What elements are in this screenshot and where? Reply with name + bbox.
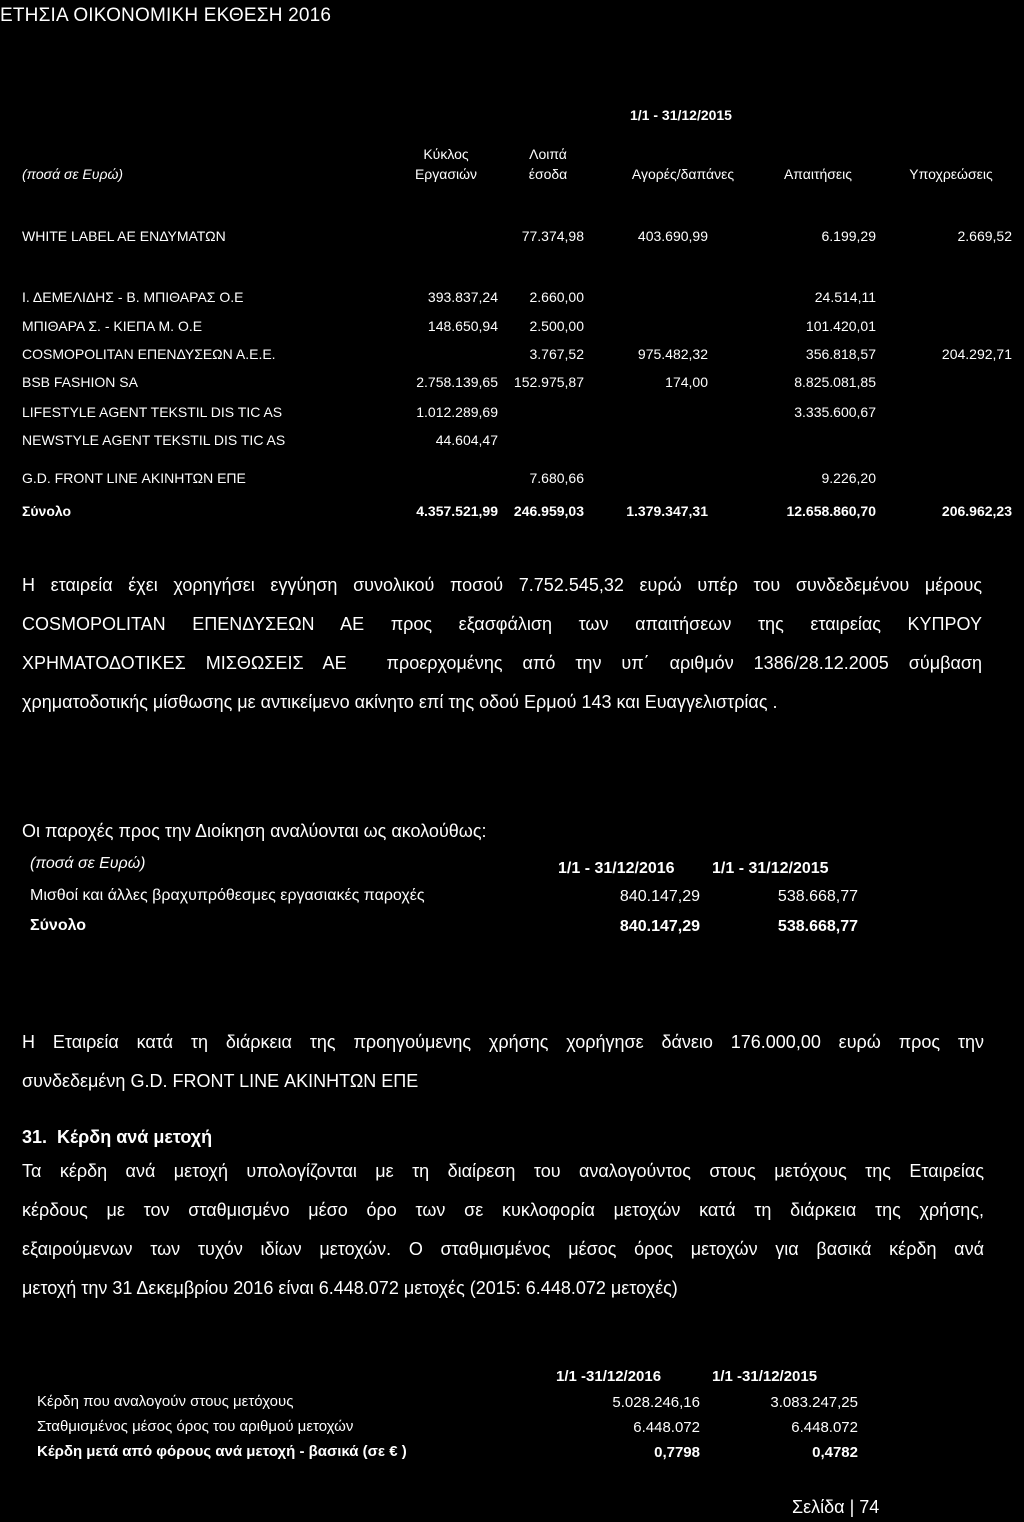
table1-cell: 3.335.600,67 (794, 404, 876, 420)
table1-cell: 393.837,24 (427, 289, 498, 305)
col-header-turnover: Κύκλος Εργασιών (414, 146, 478, 182)
table1-cell: 8.825.081,85 (794, 374, 876, 390)
eps-row-shares-label: Σταθμισμένος μέσος όρος του αριθμού μετοχών (37, 1418, 354, 1435)
table1-unit-label: (ποσά σε Ευρώ) (22, 166, 124, 182)
col-header-other-income: Λοιπά έσοδα (528, 146, 568, 182)
eps-text-line-3: εξαιρούμενων των τυχόν ιδίων μετοχών. Ο σταθμισμένος μέσος όρος μετοχών για βασικά κέρδη ανά (22, 1239, 984, 1259)
mgmt-unit-label: (ποσά σε Ευρώ) (30, 855, 146, 872)
table1-row-name: COSMOPOLITAN ΕΠΕΝΔΥΣΕΩΝ Α.Ε.Ε. (22, 346, 276, 362)
loan-line-2: συνδεδεμένη G.D. FRONT LINE ΑΚΙΝΗΤΩΝ ΕΠΕ (22, 1071, 419, 1091)
eps-row-basic-2016: 0,7798 (654, 1444, 700, 1461)
guarantee-line-2: COSMOPOLITAN ΕΠΕΝΔΥΣΕΩΝ ΑΕ προς εξασφάλιση των απαιτήσεων της εταιρείας ΚΥΠΡΟΥ (22, 614, 982, 634)
eps-row-shares-2016: 6.448.072 (633, 1419, 700, 1436)
eps-row-profit-label: Κέρδη που αναλογούν στους μετόχους (37, 1393, 294, 1410)
eps-row-profit-2016: 5.028.246,16 (612, 1394, 700, 1411)
guarantee-line-1: Η εταιρεία έχει χορηγήσει εγγύηση συνολικού ποσού 7.752.545,32 ευρώ υπέρ του συνδεδεμένου μέρους (22, 575, 982, 595)
mgmt-col-2016: 1/1 - 31/12/2016 (558, 860, 675, 877)
table1-cell: 356.818,57 (805, 346, 876, 362)
table1-cell: 1.012.289,69 (416, 404, 498, 420)
table1-row-name: ΜΠΙΘΑΡΑ Σ. - ΚΙΕΠΑ Μ. Ο.Ε (22, 318, 203, 334)
mgmt-row-2015: 538.668,77 (777, 888, 858, 905)
table1-cell: 2.669,52 (957, 228, 1012, 244)
table1-row-name: BSB FASHION SA (22, 374, 138, 390)
col-header-purchases: Αγορές/δαπάνες (631, 166, 735, 182)
table1-cell: 152.975,87 (513, 374, 584, 390)
guarantee-line-4: χρηματοδοτικής μίσθωσης με αντικείμενο ακίνητο επί της οδού Ερμού 143 και Ευαγγελιστρίας . (22, 692, 778, 712)
mgmt-total-2016: 840.147,29 (619, 918, 700, 935)
page-number: Σελίδα | 74 (792, 1497, 880, 1517)
eps-row-profit-2015: 3.083.247,25 (770, 1394, 858, 1411)
mgmt-col-2015: 1/1 - 31/12/2015 (712, 860, 829, 877)
section-31-heading: 31. Κέρδη ανά μετοχή (22, 1127, 213, 1147)
mgmt-intro: Οι παροχές προς την Διοίκηση αναλύονται ως ακολούθως: (22, 821, 487, 841)
table1-cell: 204.292,71 (941, 346, 1012, 362)
table1-total-cell: 246.959,03 (513, 503, 584, 519)
table1-row-name: G.D. FRONT LINE ΑΚΙΝΗΤΩΝ ΕΠΕ (22, 470, 246, 486)
guarantee-line-3: ΧΡΗΜΑΤΟΔΟΤΙΚΕΣ ΜΙΣΘΩΣΕΙΣ ΑΕ προερχομένης από την υπ΄ αριθμόν 1386/28.12.2005 σύμβαση (22, 653, 982, 673)
table1-total-label: Σύνολο (22, 503, 72, 519)
table1-cell: 975.482,32 (637, 346, 708, 362)
table1-cell: 2.758.139,65 (416, 374, 498, 390)
eps-col-2015: 1/1 -31/12/2015 (712, 1368, 818, 1385)
table1-cell: 77.374,98 (521, 228, 584, 244)
table1-cell: 403.690,99 (637, 228, 708, 244)
mgmt-row-label: Μισθοί και άλλες βραχυπρόθεσμες εργασιακές παροχές (30, 887, 425, 904)
eps-col-2016: 1/1 -31/12/2016 (556, 1368, 662, 1385)
table1-row-name: WHITE LABEL AE ΕΝΔΥΜΑΤΩΝ (22, 228, 226, 244)
mgmt-total-label: Σύνολο (30, 917, 87, 934)
table1-cell: 7.680,66 (529, 470, 584, 486)
table1-cell: 3.767,52 (529, 346, 584, 362)
table1-cell: 2.500,00 (529, 318, 584, 334)
table1-cell: 24.514,11 (814, 289, 876, 305)
table1-total-cell: 206.962,23 (941, 503, 1012, 519)
table1-cell: 101.420,01 (805, 318, 876, 334)
table1-cell: 2.660,00 (529, 289, 584, 305)
table1-row-name: LIFESTYLE AGENT TEKSTIL DIS TIC AS (22, 404, 283, 420)
loan-line-1: Η Εταιρεία κατά τη διάρκεια της προηγούμενης χρήσης χορήγησε δάνειο 176.000,00 ευρώ προς την (22, 1032, 984, 1052)
mgmt-total-2015: 538.668,77 (777, 918, 858, 935)
table1-cell: 6.199,29 (821, 228, 876, 244)
eps-row-shares-2015: 6.448.072 (791, 1419, 858, 1436)
eps-text-line-2: κέρδους με τον σταθμισμένο μέσο όρο των σε κυκλοφορία μετοχών κατά τη διάρκεια της χρήσης, (22, 1200, 984, 1220)
table1-row-name: NEWSTYLE AGENT TEKSTIL DIS TIC AS (22, 432, 286, 448)
col-header-receivables: Απαιτήσεις (783, 166, 853, 182)
table1-row-name: Ι. ΔΕΜΕΛΙΔΗΣ - Β. ΜΠΙΘΑΡΑΣ Ο.Ε (22, 289, 244, 305)
report-header: ΕΤΗΣΙΑ ΟΙΚΟΝΟΜΙΚΗ ΕΚΘΕΣΗ 2016 (0, 5, 332, 26)
eps-row-basic-label: Κέρδη μετά από φόρους ανά μετοχή - βασικά (σε € ) (37, 1443, 407, 1460)
col-header-payables: Υποχρεώσεις (909, 166, 993, 182)
table1-total-cell: 4.357.521,99 (416, 503, 498, 519)
eps-text-line-1: Τα κέρδη ανά μετοχή υπολογίζονται με τη διαίρεση του αναλογούντος στους μετόχους της Εταιρείας (22, 1161, 984, 1181)
eps-row-basic-2015: 0,4782 (812, 1444, 858, 1461)
table1-period: 1/1 - 31/12/2015 (630, 107, 732, 123)
table1-total-cell: 12.658.860,70 (786, 503, 876, 519)
table1-total-cell: 1.379.347,31 (626, 503, 708, 519)
table1-cell: 174,00 (665, 374, 708, 390)
mgmt-row-2016: 840.147,29 (619, 888, 700, 905)
eps-text-line-4: μετοχή την 31 Δεκεμβρίου 2016 είναι 6.448.072 μετοχές (2015: 6.448.072 μετοχές) (22, 1278, 678, 1298)
table1-cell: 9.226,20 (821, 470, 876, 486)
table1-cell: 44.604,47 (435, 432, 498, 448)
table1-cell: 148.650,94 (427, 318, 498, 334)
